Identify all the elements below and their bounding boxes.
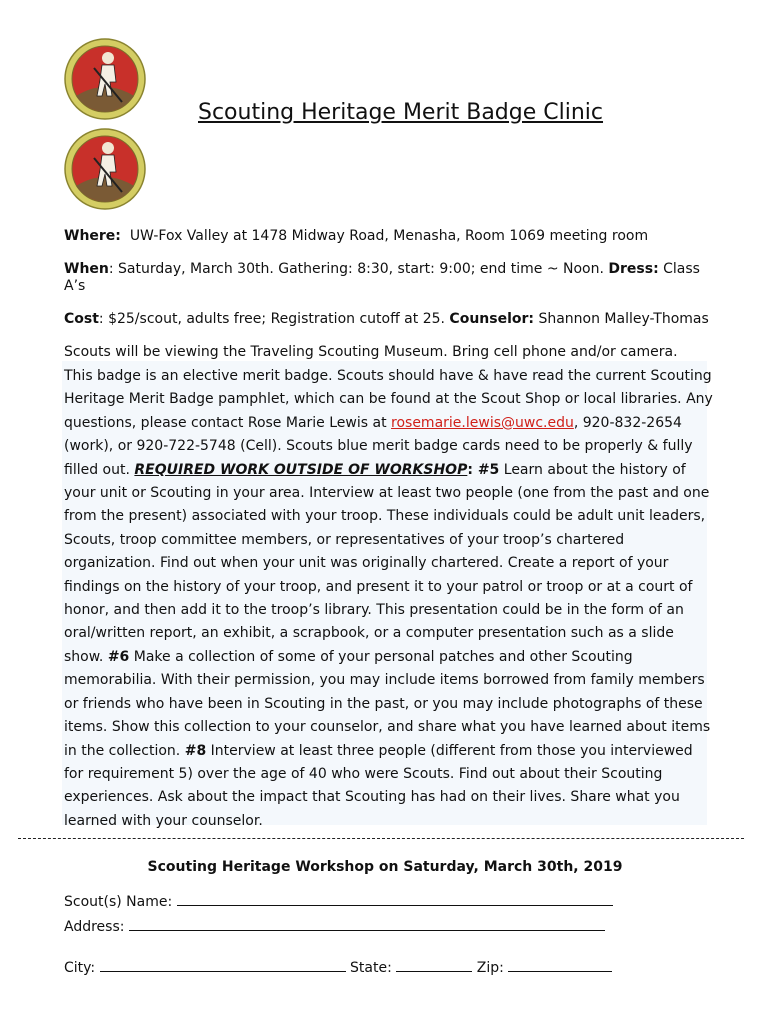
state-field[interactable] [396, 958, 472, 972]
req-8-label: #8 [184, 742, 207, 759]
city-label: City: [64, 960, 96, 976]
when-line [64, 261, 714, 295]
req-5-label: #5 [477, 461, 500, 478]
address-row [64, 917, 605, 935]
address-label: Address: [64, 919, 125, 935]
req-8-text: Interview at least three people (different from those you interviewed for requirement 5) over the age of 40 who were Scouts. Find out about their Scouting experiences. Ask about the impact that Scouting has had on their lives. Share what you learned with your counselor. [64, 742, 693, 829]
city-field[interactable] [100, 958, 346, 972]
req-5-text: Learn about the history of your unit or Scouting in your area. Interview at least two people (one from the past and one from the present) associated with your troop. These individuals could be adult unit leaders, Scouts, troop committee members, or representatives of your troop’s chartered organization. Find out when your unit was originally chartered. Create a report of your findings on the history of your troop, and present it to your patrol or troop or at a court of honor, and then add it to the troop’s library. This presentation could be in the form of an oral/written report, an exhibit, a scrapbook, or a computer presentation such as a slide show. [64, 461, 710, 665]
req-6-label: #6 [107, 648, 130, 665]
when-label: When [64, 261, 109, 277]
dress-text: Class A’s [64, 261, 700, 294]
zip-label: Zip: [476, 960, 504, 976]
required-work-heading: REQUIRED WORK OUTSIDE OF WORKSHOP [134, 461, 468, 478]
state-label: State: [350, 960, 392, 976]
where-text: UW-Fox Valley at 1478 Midway Road, Menasha, Room 1069 meeting room [129, 228, 649, 244]
merit-badge-image [64, 38, 146, 120]
form-title: Scouting Heritage Workshop on Saturday, March 30th, 2019 [147, 859, 623, 875]
name-row [64, 892, 613, 910]
intro-text: Scouts will be viewing the Traveling Scouting Museum. Bring cell phone and/or camera. [64, 344, 678, 360]
where-label: Where: [64, 228, 121, 244]
cost-line [64, 311, 714, 328]
name-label: Scout(s) Name: [64, 894, 173, 910]
counselor-label: Counselor: [449, 311, 534, 327]
body-p2: , 920-832-2654 (work), or 920-722-5748 (Cell). Scouts blue merit badge cards need to be properly & fully filled out. [64, 414, 693, 478]
req-6-text: Make a collection of some of your personal patches and other Scouting memorabilia. With their permission, you may include items borrowed from family members or friends who have been in Scouting in the past, or you may include photographs of these items. Show this collection to your counselor, and share what you have learned about items in the collection. [64, 648, 711, 759]
requirements-text [64, 365, 714, 833]
merit-badge-image [64, 128, 146, 210]
city-row [64, 958, 612, 976]
cost-text: : $25/scout, adults free; Registration cutoff at 25. [98, 311, 450, 327]
dress-label: Dress: [608, 261, 659, 277]
zip-field[interactable] [508, 958, 612, 972]
cut-line [18, 838, 744, 839]
name-field[interactable] [177, 892, 613, 906]
where-line [64, 228, 714, 245]
body-p1: This badge is an elective merit badge. Scouts should have & have read the current Scouting Heritage Merit Badge pamphlet, which can be found at the Scout Shop or local libraries. Any questions, please contact Rose Marie Lewis at [64, 368, 713, 431]
page-title: Scouting Heritage Merit Badge Clinic [198, 100, 604, 125]
when-text: : Saturday, March 30th. Gathering: 8:30, start: 9:00; end time ~ Noon. [108, 261, 609, 277]
address-field[interactable] [129, 917, 605, 931]
required-colon: : [467, 461, 478, 478]
counselor-text: Shannon Malley-Thomas [534, 311, 709, 327]
cost-label: Cost [64, 311, 99, 327]
email-link[interactable]: rosemarie.lewis@uwc.edu [391, 414, 574, 431]
